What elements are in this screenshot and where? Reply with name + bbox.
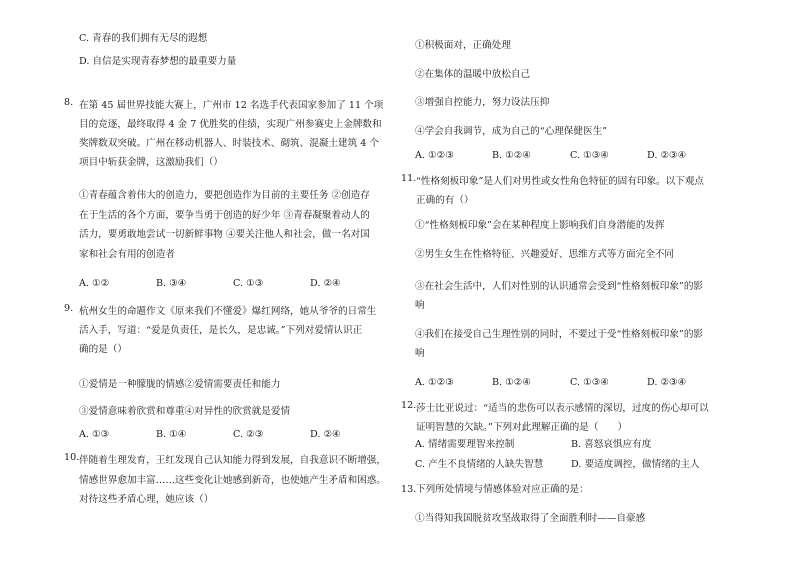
option-d: D. 自信是实现青春梦想的最重要力量 [79,56,237,67]
stem-line: “性格刻板印象”是人们对男性或女性角色特征的固有印象。以下观点 [416,176,705,187]
statement-line: ④学会自我调节，成为自己的“心理保健医生” [415,125,608,137]
option-a[interactable]: A. ①② [79,278,110,289]
stem-line: 伴随着生理发育，王红发现自己认知能力得到发展，自我意识不断增强， [79,455,386,466]
option-c[interactable]: C. ①③ [233,278,264,289]
stem-line: 奖牌数双突破。广州在移动机器人、时装技术、砌筑、混凝土建筑 4 个 [79,138,380,149]
question-number: 8. [64,97,74,108]
option-d[interactable]: D. 要适度调控，做情绪的主人 [571,459,700,470]
option-c[interactable]: C. ①③④ [570,150,609,161]
stem-line: 目的竞逐，最终取得 4 金 7 优胜奖的佳绩，实现广州参赛史上金牌数和 [79,119,382,130]
option-b[interactable]: B. ③④ [156,278,187,289]
option-a[interactable]: A. ①②③ [415,150,454,161]
option-a[interactable]: A. 情绪需要理智来控制 [415,439,515,450]
statement-3 [415,277,703,315]
question-9-statements [79,371,290,425]
statement-line: 响 [415,300,425,311]
statement-line: ①爱情是一种朦胧的情感②爱情需要责任和能力 [79,379,281,390]
statement-line: 活力，要勇敢地尝试一切新鲜事物 ④要关注他人和社会，做一名对国 [79,229,370,240]
statement-1: ①“性格刻板印象”会在某种程度上影响我们自身潜能的发挥 [415,220,665,231]
statement-line: ①青春蕴含着伟大的创造力，要把创造作为目前的主要任务 ②创造存 [79,190,370,201]
question-stem [79,451,386,510]
statement-line: 家和社会有用的创造者 [79,248,175,260]
option-c: C. 青春的我们拥有无尽的遐想 [79,33,208,44]
option-a[interactable]: A. ①③ [79,429,110,440]
statement-line: ③在社会生活中，人们对性别的认识通常会受到“性格刻板印象”的影 [415,281,704,292]
question-stem [79,302,376,359]
statement-line: ②在集体的温暖中放松自己 [415,68,531,80]
option-c[interactable]: C. ②③ [233,429,264,440]
stem-line: 证明智慧的欠缺。”下列对此理解正确的是（ ） [416,422,628,433]
statement-line: ③增强自控能力，努力设法压抑 [415,97,550,108]
question-number: 10. [64,452,80,463]
option-d[interactable]: D. ②④ [310,429,341,440]
stem-line: 项目中斩获金牌，这激励我们（） [79,157,223,168]
stem-line: 活入手，写道：“爱是负责任，是长久，是忠诚。”下列对爱情认识正 [79,325,363,336]
statement-4 [415,325,703,363]
question-stem [416,172,704,210]
option-d[interactable]: D. ②③④ [647,150,687,161]
statement-line: 响 [415,348,425,359]
question-number: 12. [401,400,417,411]
question-number: 11. [401,173,417,184]
option-d[interactable]: D. ②③④ [647,377,687,388]
stem-line: 正确的有（） [416,195,474,206]
question-13-number: 13. [401,484,417,495]
stem-line: 杭州女生的命题作文《原来我们不懂爱》爆红网络，她从爷爷的日常生 [79,306,377,317]
stem-line: 莎士比亚说过：“适当的悲伤可以表示感情的深切，过度的伤心却可以 [416,403,709,414]
question-10-statements [415,32,607,146]
option-d[interactable]: D. ②④ [310,278,341,289]
question-stem [416,399,709,437]
option-c[interactable]: C. 产生不良情绪的人缺失智慧 [415,459,544,470]
question-8-statements [79,186,370,264]
stem-line: 在第 45 届世界技能大赛上，广州市 12 名选手代表国家参加了 11 个项 [79,100,384,111]
statement-line: 在于生活的各个方面，要争当勇于创造的好少年 ③青春凝聚着动人的 [79,209,370,221]
question-stem [79,96,383,172]
stem-line: 情感世界愈加丰富……这些变化让她感到新奇，也使她产生矛盾和困惑。 [79,474,386,486]
question-number: 9. [64,303,74,314]
option-b[interactable]: B. ①②④ [492,377,531,388]
question-13-stem: 下列所处情境与情感体验对应正确的是： [416,484,589,495]
statement-line: ①积极面对，正确处理 [415,40,511,51]
option-b[interactable]: B. ①④ [156,429,187,440]
statement-2: ②男生女生在性格特征、兴趣爱好、思维方式等方面完全不同 [415,249,675,260]
option-b[interactable]: B. 喜怒哀惧应有度 [571,439,652,450]
option-c[interactable]: C. ①③④ [570,377,609,388]
statement-line: ③爱情意味着欣赏和尊重④对异性的欣赏就是爱情 [79,406,291,417]
stem-line: 对待这些矛盾心理，她应该（） [79,494,214,505]
option-a[interactable]: A. ①②③ [415,377,454,388]
statement-1: ①当得知我国脱贫攻坚战取得了全面胜利时——自豪感 [415,513,646,524]
statement-line: ④我们在接受自己生理性别的同时，不要过于受“性格刻板印象”的影 [415,329,704,340]
option-b[interactable]: B. ①②④ [492,150,531,161]
stem-line: 确的是（） [79,344,127,355]
